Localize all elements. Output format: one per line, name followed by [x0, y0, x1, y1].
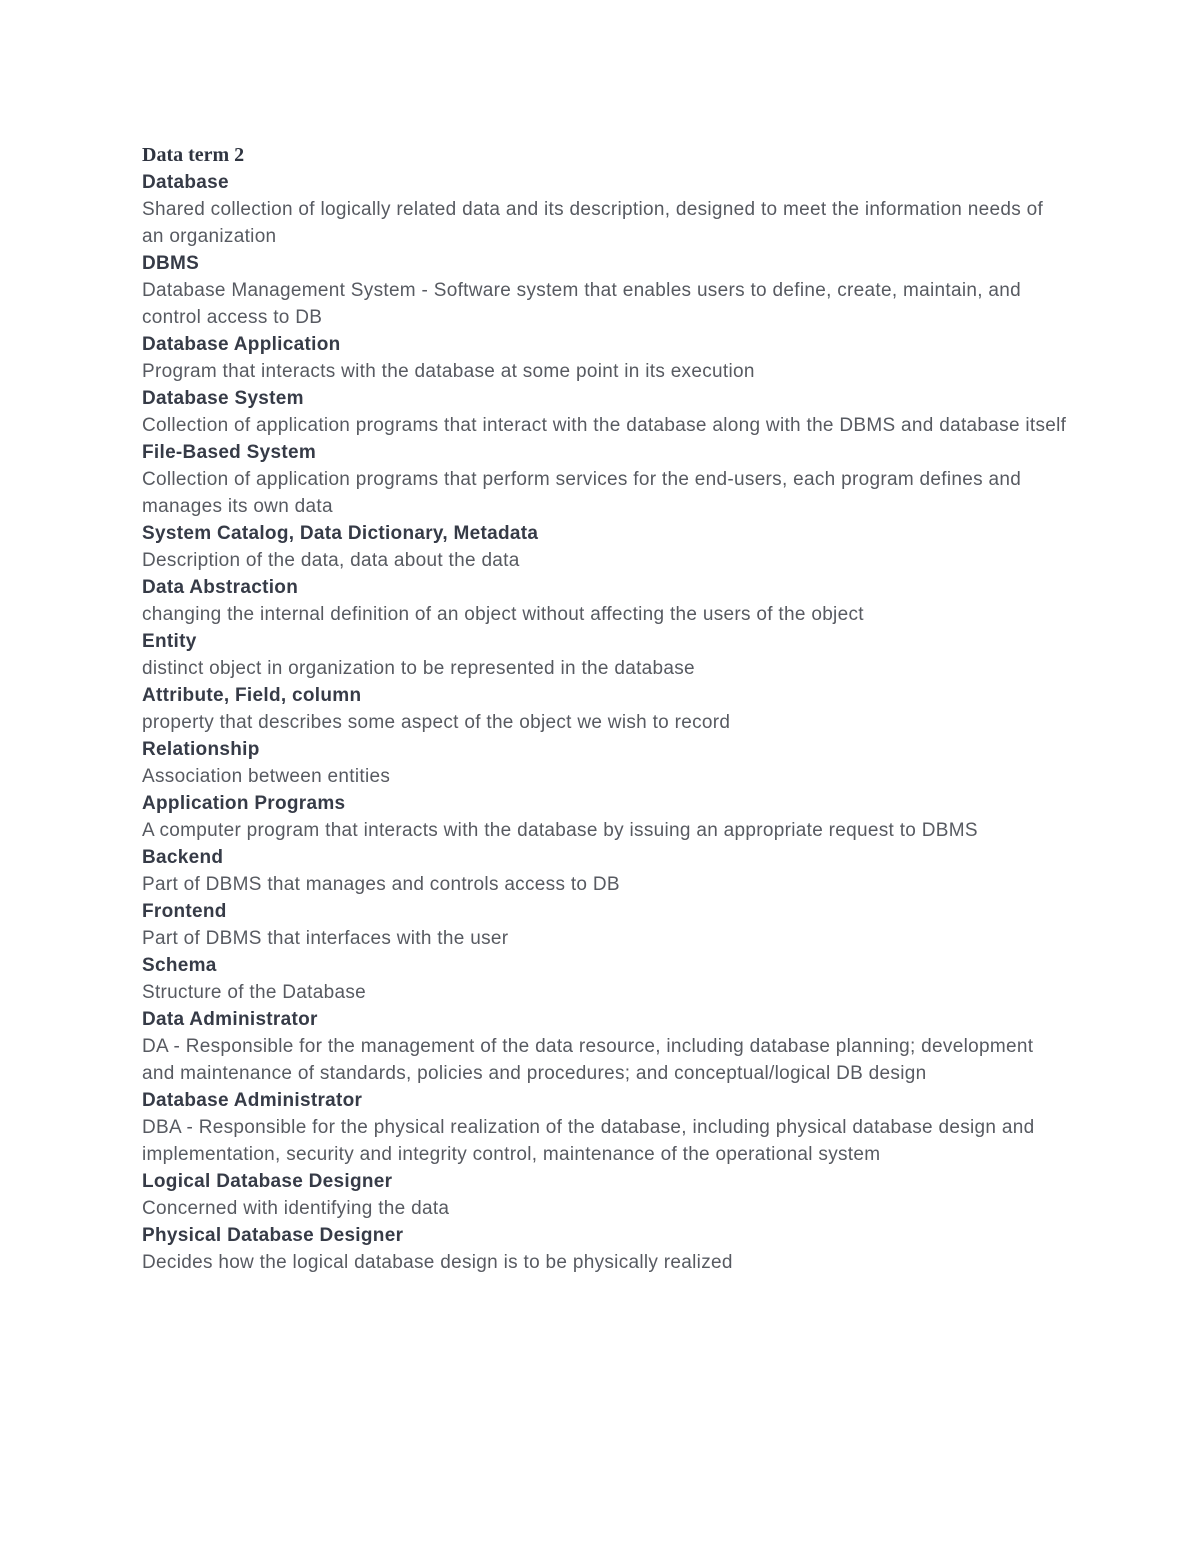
- term-definition: Association between entities: [142, 766, 391, 787]
- terms-list: [142, 169, 1067, 1276]
- term-definition: DA - Responsible for the management of the data resource, including database planning; development and maintenance of standards, policies and procedures; and conceptual/logical DB design: [142, 1036, 1034, 1084]
- term-definition: Shared collection of logically related data and its description, designed to meet the information needs of an organization: [142, 199, 1044, 247]
- term-heading: Schema: [142, 955, 217, 976]
- term-heading: Database: [142, 172, 229, 193]
- term-definition: Collection of application programs that interact with the database along with the DBMS and database itself: [142, 415, 1067, 436]
- term-definition: changing the internal definition of an object without affecting the users of the object: [142, 604, 864, 625]
- term-heading: Data Administrator: [142, 1009, 318, 1030]
- term-definition: distinct object in organization to be represented in the database: [142, 658, 695, 679]
- term-definition: Structure of the Database: [142, 982, 367, 1003]
- term-heading: Relationship: [142, 739, 260, 760]
- term-heading: Database System: [142, 388, 304, 409]
- term-heading: Physical Database Designer: [142, 1225, 404, 1246]
- term-heading: File-Based System: [142, 442, 317, 463]
- term-definition: A computer program that interacts with the database by issuing an appropriate request to DBMS: [142, 820, 978, 841]
- term-definition: DBA - Responsible for the physical realization of the database, including physical database design and implementation, security and integrity control, maintenance of the operational system: [142, 1117, 1035, 1165]
- term-definition: Collection of application programs that perform services for the end-users, each program defines and manages its own data: [142, 469, 1022, 517]
- term-definition: Part of DBMS that manages and controls access to DB: [142, 874, 620, 895]
- term-definition: Concerned with identifying the data: [142, 1198, 450, 1219]
- term-heading: Application Programs: [142, 793, 346, 814]
- term-definition: Part of DBMS that interfaces with the user: [142, 928, 509, 949]
- document-content: [142, 142, 1067, 1276]
- term-heading: Logical Database Designer: [142, 1171, 393, 1192]
- term-heading: Entity: [142, 631, 197, 652]
- term-heading: System Catalog, Data Dictionary, Metadata: [142, 523, 539, 544]
- term-heading: Database Application: [142, 334, 341, 355]
- term-heading: Data Abstraction: [142, 577, 299, 598]
- term-definition: Decides how the logical database design is to be physically realized: [142, 1252, 733, 1273]
- term-heading: Backend: [142, 847, 224, 868]
- term-definition: Program that interacts with the database at some point in its execution: [142, 361, 755, 382]
- term-heading: Database Administrator: [142, 1090, 363, 1111]
- term-definition: Description of the data, data about the data: [142, 550, 520, 571]
- term-definition: Database Management System - Software system that enables users to define, create, maintain, and control access to DB: [142, 280, 1021, 328]
- term-heading: Attribute, Field, column: [142, 685, 362, 706]
- document-title: Data term 2: [142, 144, 245, 166]
- term-definition: property that describes some aspect of the object we wish to record: [142, 712, 731, 733]
- term-heading: DBMS: [142, 253, 200, 274]
- term-heading: Frontend: [142, 901, 227, 922]
